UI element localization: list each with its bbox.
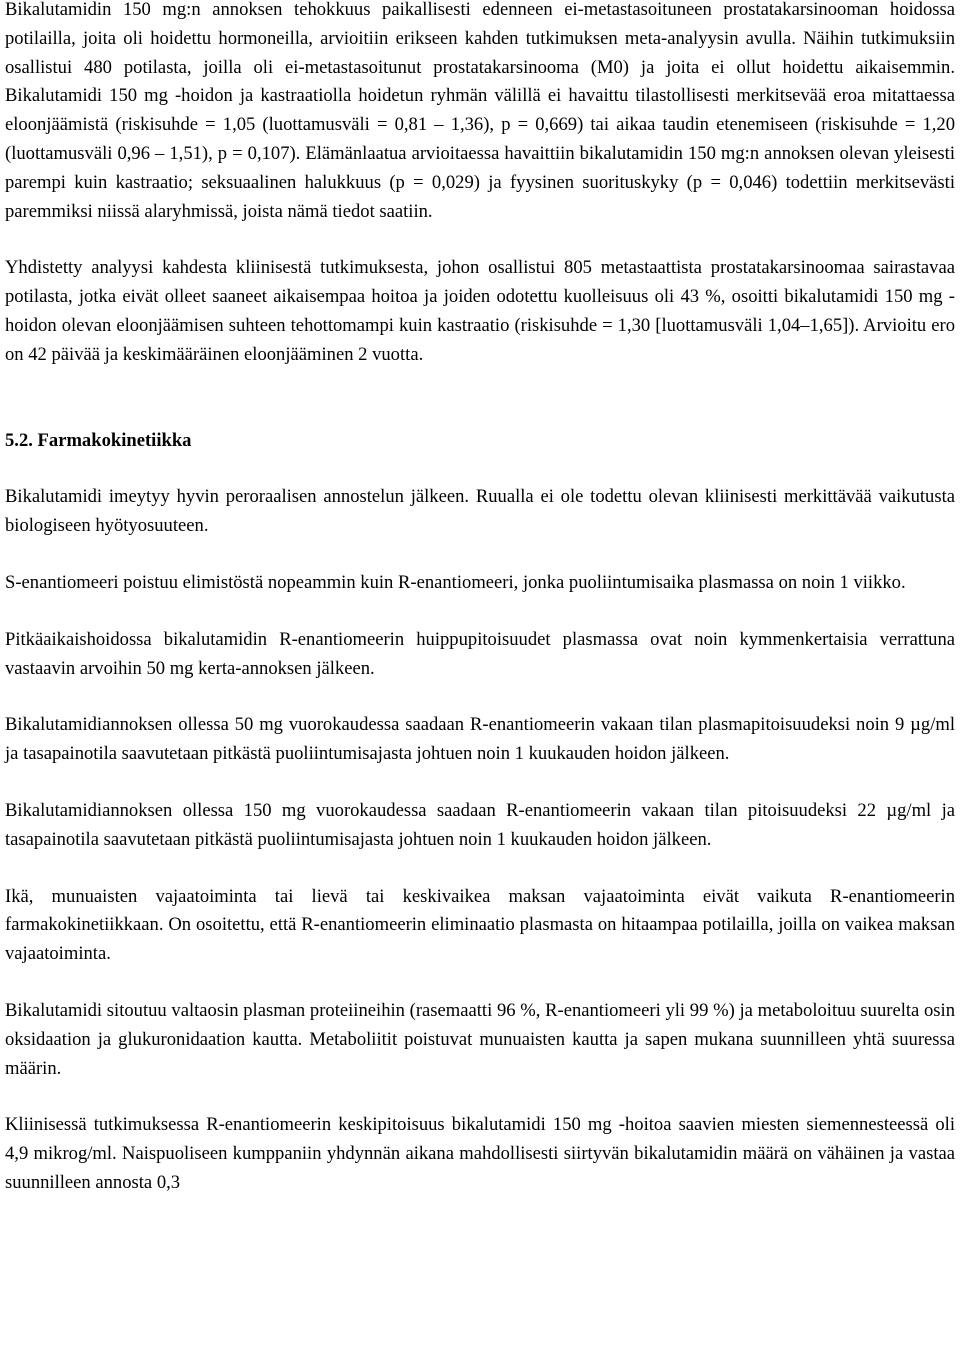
paragraph-protein-binding: Bikalutamidi sitoutuu valtaosin plasman proteiineihin (rasemaatti 96 %, R-enantiomeeri yli 99 %) ja metaboloituu suurelta osin oksidaation ja glukuronidaation kautta. Metaboliitit poistuvat munuaisten kautta ja sapen mukana suunnilleen yhtä suuressa määrin. xyxy=(5,999,955,1079)
paragraph-semen-concentration: Kliinisessä tutkimuksessa R-enantiomeerin keskipitoisuus bikalutamidi 150 mg -hoitoa saavien miesten siemennesteessä oli 4,9 mikrog/ml. Naispuoliseen kumppaniin yhdynnän aikana mahdollisesti siirtyvän bikalutamidin määrä on vähäinen ja vastaa suunnilleen annosta 0,3 xyxy=(5,1114,955,1193)
paragraph-absorption: Bikalutamidi imeytyy hyvin peroraalisen annostelun jälkeen. Ruualla ei ole todettu olevan kliinisesti merkittävää vaikutusta biologiseen hyötyosuuteen. xyxy=(5,486,955,537)
paragraph-50mg-dose: Bikalutamidiannoksen ollessa 50 mg vuorokaudessa saadaan R-enantiomeerin vakaan tilan plasmapitoisuudeksi noin 9 µg/ml ja tasapainotila saavutetaan pitkästä puoliintumisajasta johtuen noin 1 kuukauden hoidon jälkeen. xyxy=(5,714,955,765)
document-page xyxy=(5,0,955,1198)
section-heading-pharmacokinetics: 5.2. Farmakokinetiikka xyxy=(5,429,192,451)
paragraph-long-term-treatment: Pitkäaikaishoidossa bikalutamidin R-enantiomeerin huippupitoisuudet plasmassa ovat noin kymmenkertaisia verrattuna vastaavin arvoihin 50 mg kerta-annoksen jälkeen. xyxy=(5,628,955,679)
paragraph-150mg-dose: Bikalutamidiannoksen ollessa 150 mg vuorokaudessa saadaan R-enantiomeerin vakaan tilan pitoisuudeksi 22 µg/ml ja tasapainotila saavutetaan pitkästä puoliintumisajasta johtuen noin 1 kuukauden hoidon jälkeen. xyxy=(5,799,955,850)
paragraph-age-renal-hepatic: Ikä, munuaisten vajaatoiminta tai lievä tai keskivaikea maksan vajaatoiminta eivät vaikuta R-enantiomeerin farmakokinetiikkaan. On osoitettu, että R-enantiomeerin eliminaatio plasmasta on hitaampaa potilailla, joilla on vaikea maksan vajaatoiminta. xyxy=(5,885,955,965)
paragraph-meta-analysis: Bikalutamidin 150 mg:n annoksen tehokkuus paikallisesti edenneen ei-metastasoituneen prostatakarsinooman hoidossa potilailla, joita oli hoidettu hormoneilla, arvioitiin erikseen kahden tutkimuksen meta-analyysin avulla. Näihin tutkimuksiin osallistui 480 potilasta, joilla oli ei-metastasoitunut prostatakarsinooma (M0) ja joita ei ollut hoidettu aikaisemmin. Bikalutamidi 150 mg -hoidon ja kastraatiolla hoidetun ryhmän välillä ei havaittu tilastollisesti merkitsevää eroa mitattaessa eloonjäämistä (riskisuhde = 1,05 (luottamusväli = 0,81 – 1,36), p = 0,669) tai aikaa taudin etenemiseen (riskisuhde = 1,20 (luottamusväli 0,96 – 1,51), p = 0,107). Elämänlaatua arvioitaessa havaittiin bikalutamidin 150 mg:n annoksen olevan yleisesti parempi kuin kastraatio; seksuaalinen halukkuus (p = 0,029) ja fyysinen suorituskyky (p = 0,046) todettiin merkitsevästi paremmiksi niissä alaryhmissä, joista nämä tiedot saatiin. xyxy=(5,0,955,222)
paragraph-s-enantiomer: S-enantiomeeri poistuu elimistöstä nopeammin kuin R-enantiomeeri, jonka puoliintumisaika plasmassa on noin 1 viikko. xyxy=(5,571,906,593)
paragraph-combined-analysis: Yhdistetty analyysi kahdesta kliinisestä tutkimuksesta, johon osallistui 805 metastaattista prostatakarsinoomaa sairastavaa potilasta, jotka eivät olleet saaneet aikaisempaa hoitoa ja joiden odotettu kuolleisuus oli 43 %, osoitti bikalutamidi 150 mg -hoidon olevan eloonjäämisen suhteen tehottomampi kuin kastraatio (riskisuhde = 1,30 [luottamusväli 1,04–1,65]). Arvioitu ero on 42 päivää ja keskimääräinen eloonjääminen 2 vuotta. xyxy=(5,257,955,365)
